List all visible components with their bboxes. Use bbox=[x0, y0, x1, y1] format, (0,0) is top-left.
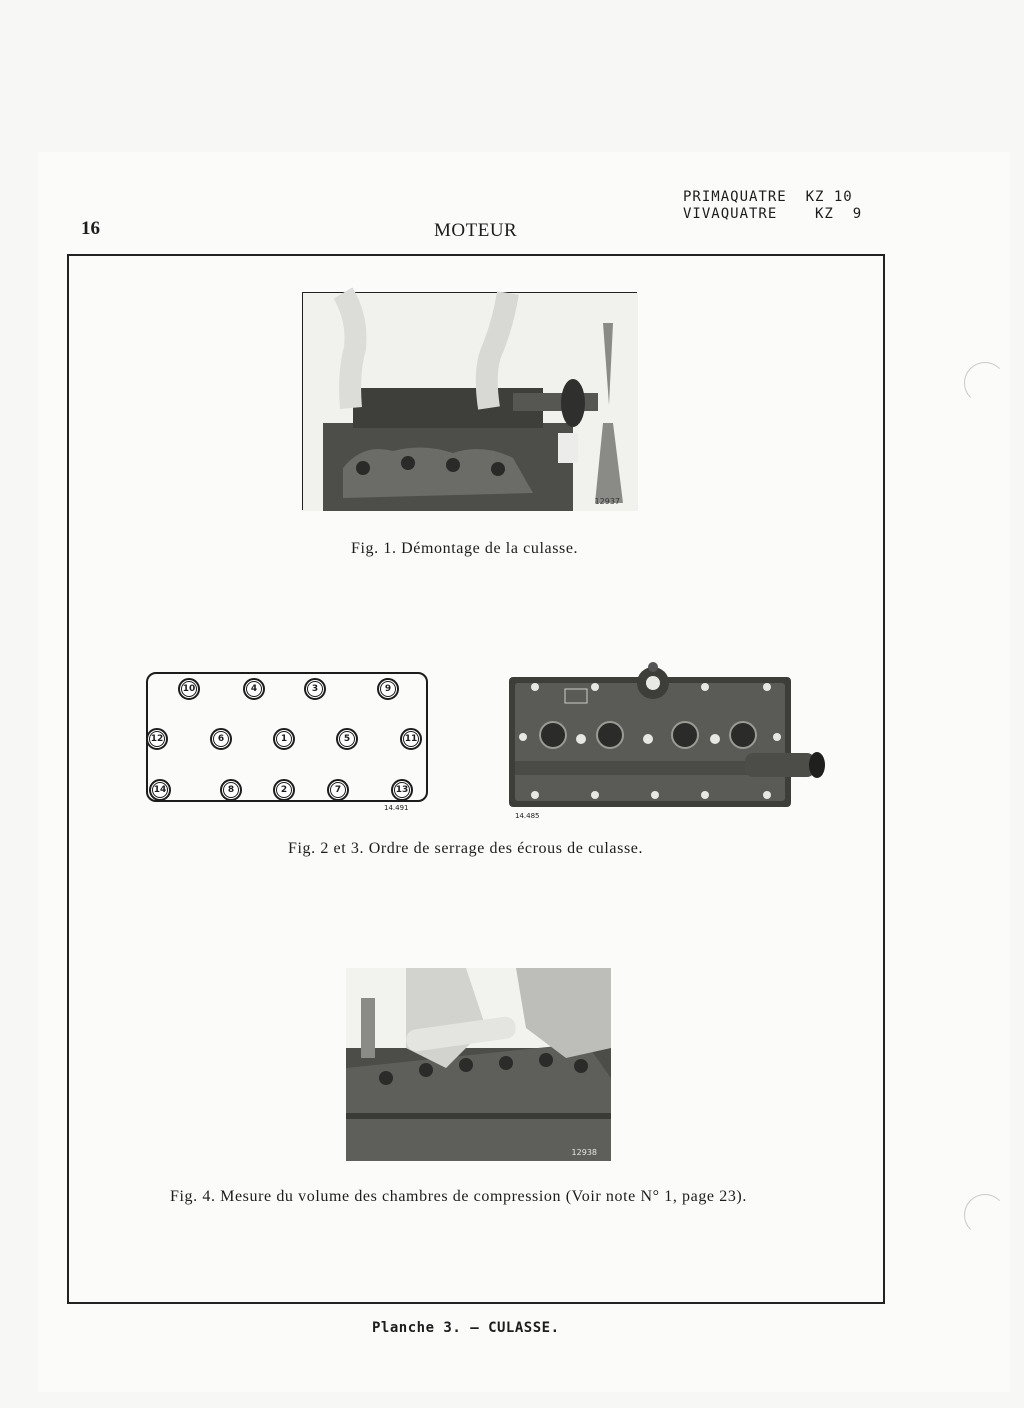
bolt-3: 3 bbox=[304, 678, 326, 700]
model-line-primaquatre: PRIMAQUATRE KZ 10 bbox=[683, 189, 853, 205]
page-number: 16 bbox=[81, 218, 100, 239]
bolt-6: 6 bbox=[210, 728, 232, 750]
fig2-diagram-number: 14.491 bbox=[384, 804, 409, 812]
fig4-photo-number: 12938 bbox=[571, 1148, 597, 1157]
bolt-7: 7 bbox=[327, 779, 349, 801]
bolt-14: 14 bbox=[149, 779, 171, 801]
fig1-photo bbox=[302, 292, 637, 510]
fig4-caption: Fig. 4. Mesure du volume des chambres de compression (Voir note N° 1, page 23). bbox=[170, 1188, 747, 1205]
model-line-vivaquatre: VIVAQUATRE KZ 9 bbox=[683, 206, 863, 222]
punch-hole-top bbox=[964, 362, 1006, 404]
fig1-caption: Fig. 1. Démontage de la culasse. bbox=[351, 540, 579, 557]
plate-title: Planche 3. — CULASSE. bbox=[372, 1320, 560, 1336]
bolt-9: 9 bbox=[377, 678, 399, 700]
bolt-4: 4 bbox=[243, 678, 265, 700]
bolt-12: 12 bbox=[146, 728, 168, 750]
fig4-photo bbox=[346, 968, 611, 1161]
model-list bbox=[683, 189, 862, 223]
bolt-1: 1 bbox=[273, 728, 295, 750]
fig3-photo-number: 14.485 bbox=[515, 812, 540, 820]
section-title: MOTEUR bbox=[434, 220, 518, 241]
fig3-photo bbox=[505, 655, 830, 820]
bolt-10: 10 bbox=[178, 678, 200, 700]
fig1-photo-number: 12937 bbox=[594, 497, 620, 506]
bolt-5: 5 bbox=[336, 728, 358, 750]
bolt-11: 11 bbox=[400, 728, 422, 750]
fig23-caption: Fig. 2 et 3. Ordre de serrage des écrous de culasse. bbox=[288, 840, 644, 857]
punch-hole-bottom bbox=[964, 1194, 1006, 1236]
fig2-tightening-diagram bbox=[140, 672, 430, 810]
bolt-2: 2 bbox=[273, 779, 295, 801]
bolt-8: 8 bbox=[220, 779, 242, 801]
bolt-13: 13 bbox=[391, 779, 413, 801]
